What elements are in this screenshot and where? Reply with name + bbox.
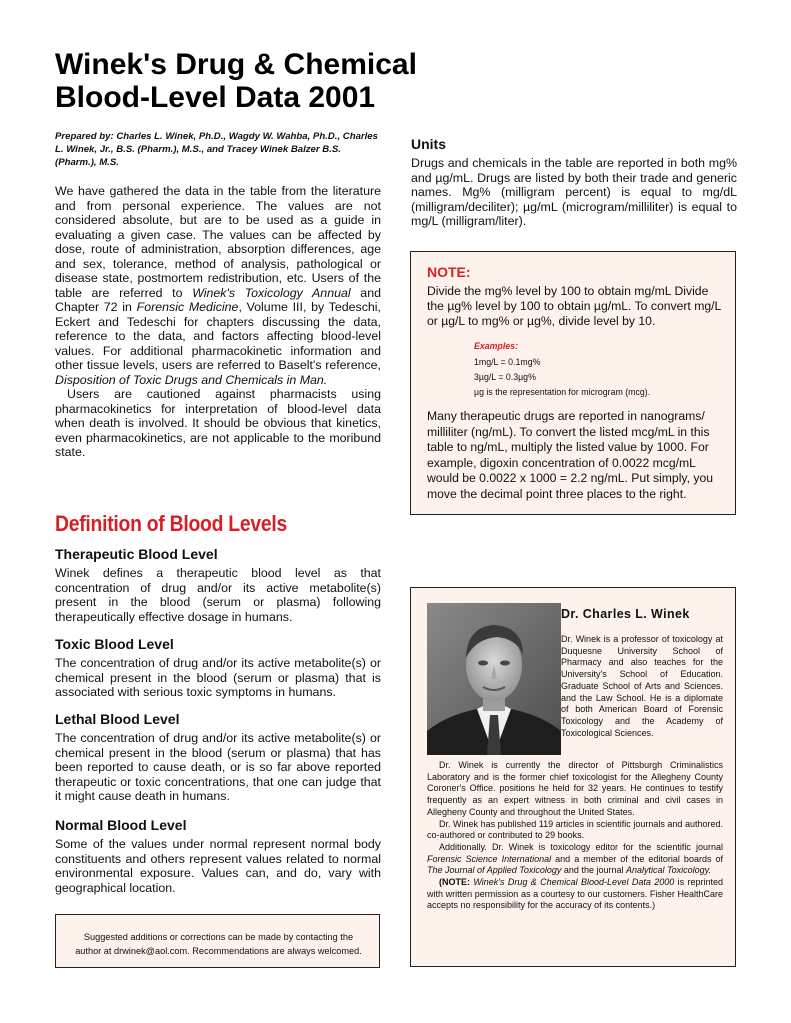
ref-disposition: Disposition of Toxic Drugs and Chemicals in Man.	[55, 372, 328, 387]
therapeutic-heading: Therapeutic Blood Level	[55, 546, 218, 562]
bio-paragraph-1: Dr. Winek is currently the director of Pittsburgh Criminalistics Laboratory and is the former chief toxicologist for the Allegheny County Coroner's Office. positions he held for 32 years. He continues to testify frequently as an expert witness in both criminal and civil cases in Allegheny County and throughout the United States.	[427, 760, 723, 817]
intro-text-a: We have gathered the data in the table from the literature and from personal experience. The values are not considered absolute, but are to be used as a guide in evaluating a given case. The values can be affected by dose, route of administration, absorption differences, age and sex, tolerance, method of analysis, pathological or disease state, postmortem redistribution, etc. Users of the table are referred to	[55, 184, 381, 300]
title-line-1: Winek's Drug & Chemical	[55, 48, 417, 81]
examples-heading: Examples:	[474, 341, 519, 351]
bio-paragraph-2: Dr. Winek has published 119 articles in scientific journals and authored. co-authored or contributed to 29 books.	[427, 818, 723, 841]
intro-text	[55, 184, 381, 460]
intro-text-c: , Volume III, by Tedeschi, Eckert and Tedeschi for chapters discussing the data, reference to the data, and factors affecting blood-level values. For additional pharmacokinetic information and other tissue levels, users are referred to Baselt's reference,	[55, 300, 381, 372]
bio-text	[427, 760, 723, 912]
bio-p3-text-a: Additionally. Dr. Winek is toxicology editor for the scientific journal	[439, 841, 723, 852]
suggestion-line-1: Suggested additions or corrections can be made by contacting the	[83, 932, 354, 942]
author-photo	[427, 603, 561, 755]
note-heading: NOTE:	[427, 264, 471, 280]
suggestion-text	[56, 930, 381, 958]
example-2: 3µg/L = 0.3µg%	[474, 372, 536, 382]
ref-toxicology-annual: Winek's Toxicology Annual	[192, 285, 351, 300]
example-3: µg is the representation for microgram (mcg).	[474, 387, 651, 397]
units-body: Drugs and chemicals in the table are reported in both mg% and µg/mL. Drugs are listed by both their trade and generic names. Mg% (milligram percent) is equal to mg/dL (milligram/deciliter); µg/mL (microgram/milliliter) is equal to mg/L (milligram/liter).	[411, 156, 737, 228]
journal-forensic-science: Forensic Science International	[427, 853, 552, 864]
intro-paragraph-1	[55, 184, 381, 387]
toxic-body: The concentration of drug and/or its active metabolite(s) or chemical present in the blood (serum or plasma) that is associated with serious toxic symptoms in humans.	[55, 656, 381, 699]
title-line-2: Blood-Level Data 2001	[55, 81, 376, 114]
page-title	[55, 48, 655, 114]
units-heading: Units	[411, 136, 446, 152]
ref-forensic-medicine: Forensic Medicine	[136, 300, 239, 314]
normal-heading: Normal Blood Level	[55, 817, 187, 833]
note-body-2: Many therapeutic drugs are reported in nanograms/ milliliter (ng/mL). To convert the listed mcg/mL in this table to ng/mL, multiply the listed value by 1000. For example, digoxin concentration of 0.0022 mcg/mL would be 0.0022 x 1000 = 2.2 ng/mL. Put simply, you move the decimal point three places to the right.	[427, 409, 714, 501]
bio-paragraph-4	[427, 877, 723, 912]
bio-name: Dr. Charles L. Winek	[561, 607, 690, 621]
author-photo-image	[427, 603, 561, 755]
bio-note-title: Winek's Drug & Chemical Blood-Level Data 2000	[473, 877, 675, 888]
normal-body: Some of the values under normal represent normal body constituents and others represent values related to normal environmental exposure. Values can, and do, vary with geographical location.	[55, 837, 381, 895]
bio-paragraph-3	[427, 842, 723, 877]
definitions-heading: Definition of Blood Levels	[55, 511, 287, 536]
note-box	[410, 251, 736, 515]
prepared-by: Prepared by: Charles L. Winek, Ph.D., Wagdy W. Wahba, Ph.D., Charles L. Winek, Jr., B.S. (Pharm.), M.S., and Tracey Winek Balzer B.S. (Pharm.), M.S.	[55, 131, 378, 168]
journal-applied-toxicology: The Journal of Applied Toxicology	[427, 865, 562, 876]
bio-note-label: (NOTE:	[439, 877, 470, 888]
suggestion-box	[55, 914, 380, 968]
example-1: 1mg/L = 0.1mg%	[474, 357, 541, 367]
note-body: Divide the mg% level by 100 to obtain mg/mL Divide the µg% level by 100 to obtain µg/mL. To convert mg/L or µg/L to mg% or µg%, divide level by 10.	[427, 284, 721, 328]
bio-p3-text-c: and the journal	[561, 865, 626, 876]
bio-note-rest: is reprinted with written permission as a courtesy to our customers. Fisher HealthCare accepts no responsibility for the accuracy of its contents.)	[427, 877, 723, 911]
intro-text-b: and Chapter 72 in	[55, 285, 381, 314]
toxic-heading: Toxic Blood Level	[55, 636, 174, 652]
bio-p3-text-b: and a member of the editorial boards of	[551, 853, 723, 864]
lethal-heading: Lethal Blood Level	[55, 711, 180, 727]
lethal-body: The concentration of drug and/or its active metabolite(s) or chemical present in the blood (serum or plasma) that has been reported to cause death, or is so far above reported therapeutic or toxic concentrations, that one can judge that it might cause death in humans.	[55, 731, 381, 803]
intro-paragraph-2: Users are cautioned against pharmacists using pharmacokinetics for interpretation of blood-level data when death is involved. It should be obvious that kinetics, even pharmacokinetics, are not applicable to the moribund state.	[55, 387, 381, 459]
bio-summary: Dr. Winek is a professor of toxicology at Duquesne University School of Pharmacy and also teaches for the University's School of Education. Graduate School of Arts and Sciences. and the Law School. He is a diplomate of both American Board of Forensic Toxicology and the Academy of Toxicological Sciences.	[561, 634, 723, 738]
bio-box	[410, 587, 736, 967]
suggestion-line-2: author at drwinek@aol.com. Recommendations are always welcomed.	[75, 946, 362, 956]
journal-analytical-toxicology: Analytical Toxicology.	[625, 865, 712, 876]
therapeutic-body: Winek defines a therapeutic blood level as that concentration of drug and/or its active metabolite(s) present in the blood (serum or plasma) following therapeutically effective dosage in humans.	[55, 566, 381, 624]
